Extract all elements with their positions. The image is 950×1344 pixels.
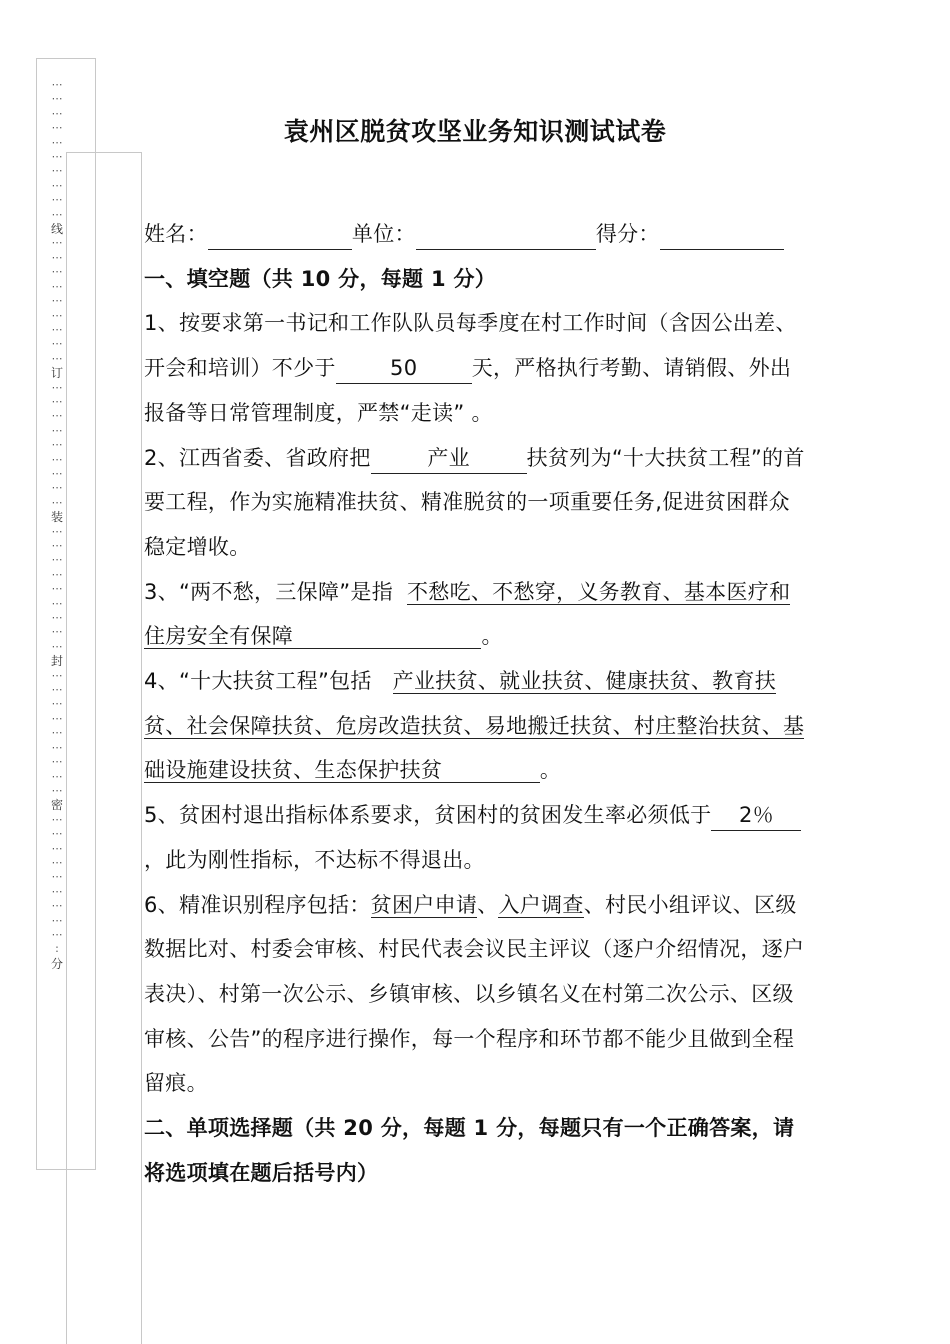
question-5: 5、贫困村退出指标体系要求，贫困村的贫困发生率必须低于 2％，此为刚性指标，不达标不得退出。	[144, 793, 808, 882]
unit-field[interactable]	[416, 219, 596, 250]
binding-mark-line: 线	[50, 222, 63, 237]
binding-mark-secret: 密	[50, 798, 63, 813]
q2-answer: 产业	[371, 443, 527, 474]
question-6: 6、精准识别程序包括：贫困户申请、入户调查、村民小组评议、区级数据比对、村委会审核、村民代表会议民主评议（逐户介绍情况，逐户表决）、村第一次公示、乡镇审核、以乡镇名义在村第二次公示、区级审核、公告”的程序进行操作，每一个程序和环节都不能少且做到全程留痕。	[144, 892, 805, 1096]
binding-mark-bind: 装	[50, 510, 63, 525]
exam-content	[144, 212, 808, 1195]
header-fields	[144, 212, 808, 257]
binding-margin-inner	[66, 152, 142, 1344]
unit-label: 单位：	[351, 222, 416, 246]
question-1: 1、按要求第一书记和工作队队员每季度在村工作时间（含因公出差、开会和培训）不少于 50 天，严格执行考勤、请销假、外出报备等日常管理制度，严禁“走读” 。	[144, 311, 797, 425]
question-4: 4、“十大扶贫工程”包括 产业扶贫、就业扶贫、健康扶贫、教育扶贫、社会保障扶贫、危房改造扶贫、易地搬迁扶贫、村庄整治扶贫、基础设施建设扶贫、生态保护扶贫 。	[144, 669, 805, 783]
exam-title: 袁州区脱贫攻坚业务知识测试试卷	[283, 117, 667, 146]
q4-answer: 产业扶贫、就业扶贫、健康扶贫、教育扶贫、社会保障扶贫、危房改造扶贫、易地搬迁扶贫、村庄整治扶贫、基础设施建设扶贫、生态保护扶贫	[144, 669, 805, 783]
section2-heading: 二、单项选择题（共 20 分，每题 1 分，每题只有一个正确答案，请将选项填在题后括号内）	[144, 1116, 795, 1185]
name-label: 姓名：	[144, 222, 208, 246]
binding-mark-divide: 分	[50, 956, 63, 971]
q6-answer-b: 入户调查	[498, 892, 584, 917]
section1-heading: 一、填空题（共 10 分，每题 1 分）	[144, 266, 497, 291]
score-label: 得分：	[595, 222, 660, 246]
binding-line-marks: ⋯ ⋯ ⋯ ⋯ ⋯ ⋯ ⋯ ⋯ ⋯ ⋯ 线 ⋯ ⋯ ⋯ ⋯ ⋯ ⋯ ⋯ ⋯ ⋯ 订 ⋯ ⋯ ⋯ ⋯ ⋯ ⋯ ⋯ ⋯ ⋯ 装 ⋯ ⋯ ⋯ ⋯ ⋯ ⋯ ⋯ ⋯ ⋯ 封 ⋯ ⋯ ⋯ ⋯ ⋯ ⋯ ⋯ ⋯ ⋯ 密 ⋯ ⋯ ⋯ ⋯ ⋯ ⋯ ⋯ ⋯ ⋯ : 分	[48, 78, 66, 971]
q6-answer-a: 贫困户申请	[370, 892, 478, 917]
q1-answer: 50	[336, 353, 472, 384]
question-2: 2、江西省委、省政府把 产业 扶贫列为“十大扶贫工程”的首要工程，作为实施精准扶贫、精准脱贫的一项重要任务,促进贫困群众稳定增收。	[144, 436, 808, 570]
binding-mark-seal: 封	[50, 654, 63, 669]
binding-mark-order: 订	[50, 366, 63, 381]
q5-answer: 2％	[711, 800, 801, 831]
q3-answer: 不愁吃、不愁穿，义务教育、基本医疗和住房安全有保障	[144, 579, 791, 649]
name-field[interactable]	[208, 219, 352, 250]
question-3: 3、“两不愁，三保障”是指 不愁吃、不愁穿，义务教育、基本医疗和住房安全有保障 。	[144, 579, 791, 649]
score-field[interactable]	[660, 219, 784, 250]
